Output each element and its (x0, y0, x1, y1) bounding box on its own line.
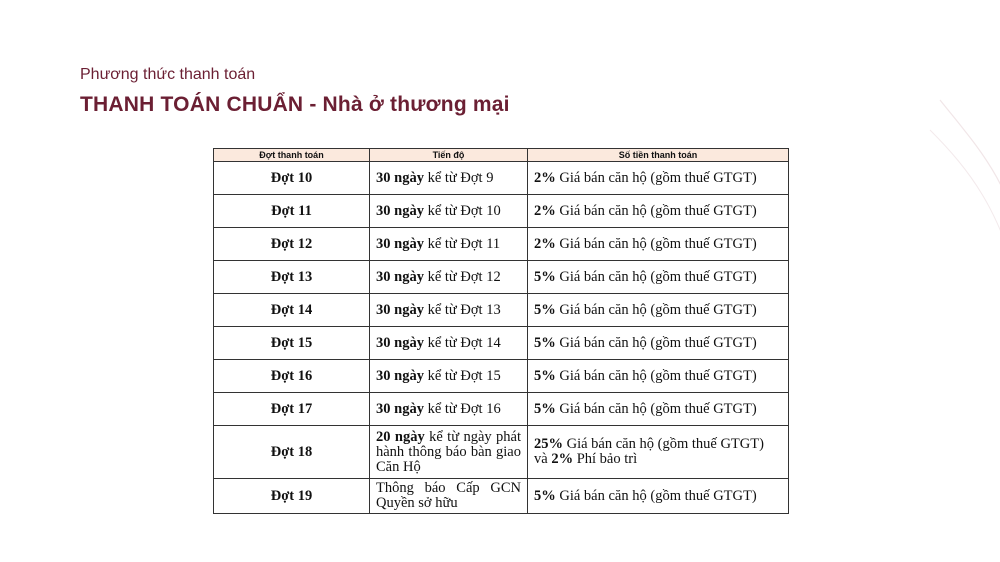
amount-text: Giá bán căn hộ (gồm thuế GTGT) (555, 367, 757, 384)
amount-cell (528, 479, 789, 514)
period-cell: Đợt 17 (214, 393, 370, 426)
progress-cell (370, 360, 528, 393)
progress-cell (370, 479, 528, 514)
period-cell: Đợt 13 (214, 261, 370, 294)
period-cell: Đợt 12 (214, 228, 370, 261)
period-cell: Đợt 10 (214, 162, 370, 195)
table-row (214, 393, 789, 426)
progress-cell (370, 261, 528, 294)
progress-highlight: 20 ngày (376, 428, 425, 445)
table-row (214, 261, 789, 294)
amount-cell (528, 261, 789, 294)
page-title: THANH TOÁN CHUẨN - Nhà ở thương mại (80, 93, 510, 116)
table-row (214, 294, 789, 327)
amount-highlight: 2% (534, 202, 556, 219)
amount-text: Giá bán căn hộ (gồm thuế GTGT) (555, 400, 757, 417)
column-header-amount: Số tiền thanh toán (528, 149, 789, 162)
progress-highlight: 30 ngày (376, 202, 424, 219)
period-cell: Đợt 14 (214, 294, 370, 327)
progress-text: kể từ Đợt 11 (423, 235, 501, 252)
table-row (214, 327, 789, 360)
amount-extra-text: Phí bảo trì (573, 451, 638, 467)
amount-highlight: 2% (534, 169, 556, 186)
progress-cell (370, 393, 528, 426)
payment-schedule-table (213, 148, 789, 514)
amount-highlight: 5% (534, 268, 556, 285)
progress-text: kể từ Đợt 12 (423, 268, 501, 285)
progress-text: kể từ ngày phát hành thông báo bàn giao Căn Hộ (376, 428, 521, 475)
progress-text: kể từ Đợt 9 (423, 169, 494, 186)
progress-cell (370, 228, 528, 261)
amount-text: Giá bán căn hộ (gồm thuế GTGT) (555, 268, 757, 285)
amount-highlight: 5% (534, 400, 556, 417)
amount-highlight: 5% (534, 367, 556, 384)
progress-cell (370, 426, 528, 479)
period-cell: Đợt 11 (214, 195, 370, 228)
progress-highlight: 30 ngày (376, 400, 424, 417)
progress-highlight: 30 ngày (376, 367, 424, 384)
progress-cell (370, 294, 528, 327)
amount-cell (528, 294, 789, 327)
amount-highlight: 25% (534, 436, 563, 452)
table-header-row (214, 149, 789, 162)
progress-highlight: 30 ngày (376, 169, 424, 186)
period-cell: Đợt 16 (214, 360, 370, 393)
progress-text: kể từ Đợt 15 (423, 367, 501, 384)
amount-cell (528, 426, 789, 479)
amount-extra-prefix: và (534, 451, 552, 467)
amount-text: Giá bán căn hộ (gồm thuế GTGT) (555, 169, 757, 186)
section-subtitle: Phương thức thanh toán (80, 66, 256, 83)
period-cell: Đợt 18 (214, 426, 370, 479)
column-header-period: Đợt thanh toán (214, 149, 370, 162)
amount-cell (528, 360, 789, 393)
column-header-progress: Tiến độ (370, 149, 528, 162)
progress-text: kể từ Đợt 16 (423, 400, 501, 417)
progress-highlight: 30 ngày (376, 334, 424, 351)
table-row (214, 195, 789, 228)
progress-text: kể từ Đợt 14 (423, 334, 501, 351)
period-cell: Đợt 15 (214, 327, 370, 360)
amount-cell (528, 327, 789, 360)
amount-highlight: 5% (534, 487, 556, 504)
decorative-curve-icon (920, 90, 1000, 290)
progress-highlight: 30 ngày (376, 268, 424, 285)
period-cell: Đợt 19 (214, 479, 370, 514)
amount-highlight: 5% (534, 301, 556, 318)
progress-highlight: 30 ngày (376, 301, 424, 318)
amount-highlight: 2% (534, 235, 556, 252)
table-row (214, 360, 789, 393)
table-row (214, 479, 789, 514)
amount-text: Giá bán căn hộ (gồm thuế GTGT) (555, 334, 757, 351)
progress-text: kể từ Đợt 13 (423, 301, 501, 318)
progress-text: Thông báo Cấp GCN Quyền sở hữu (376, 480, 521, 511)
amount-text: Giá bán căn hộ (gồm thuế GTGT) (555, 301, 757, 318)
progress-highlight: 30 ngày (376, 235, 424, 252)
amount-text: Giá bán căn hộ (gồm thuế GTGT) (555, 487, 757, 504)
amount-text: Giá bán căn hộ (gồm thuế GTGT) (563, 436, 764, 452)
amount-extra-highlight: 2% (551, 451, 574, 467)
amount-highlight: 5% (534, 334, 556, 351)
table-row (214, 228, 789, 261)
amount-cell (528, 162, 789, 195)
table-row (214, 426, 789, 479)
progress-cell (370, 162, 528, 195)
amount-cell (528, 393, 789, 426)
amount-cell (528, 195, 789, 228)
amount-text: Giá bán căn hộ (gồm thuế GTGT) (555, 235, 757, 252)
table-row (214, 162, 789, 195)
progress-text: kể từ Đợt 10 (423, 202, 501, 219)
progress-cell (370, 195, 528, 228)
progress-cell (370, 327, 528, 360)
amount-text: Giá bán căn hộ (gồm thuế GTGT) (555, 202, 757, 219)
amount-cell (528, 228, 789, 261)
